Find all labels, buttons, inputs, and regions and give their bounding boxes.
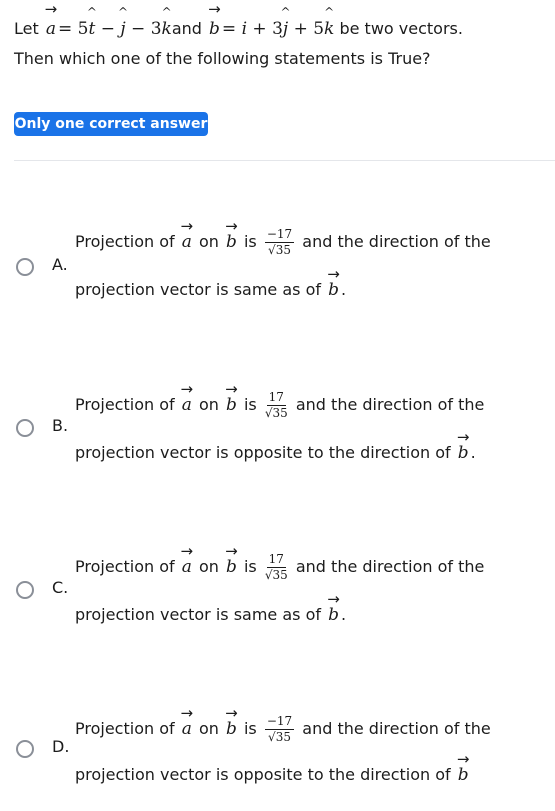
- option-c-letter: C.: [52, 578, 69, 597]
- fraction-numerator: −17: [266, 714, 293, 728]
- question-line-2: Then which one of the following statements is True?: [14, 49, 431, 68]
- vector-a: → a: [180, 557, 194, 577]
- text: projection vector is same as of: [75, 605, 321, 624]
- option-b-line-1: [75, 391, 484, 420]
- text: on: [198, 232, 219, 251]
- vector-b: → b: [326, 280, 341, 300]
- option-a-letter: A.: [52, 255, 68, 274]
- fraction: [265, 715, 294, 744]
- text: and the direction of the: [295, 395, 485, 414]
- text: Projection of: [75, 232, 175, 251]
- option-c[interactable]: [0, 543, 555, 633]
- text: and the direction of the: [302, 719, 491, 738]
- fraction-denominator: √35: [264, 568, 288, 582]
- plus-five: + 5: [288, 19, 325, 39]
- divider: [14, 160, 555, 161]
- vector-a-definition: [44, 19, 172, 39]
- text: on: [198, 719, 219, 738]
- vector-a: → a: [180, 395, 194, 415]
- text: projection vector is same as of: [75, 280, 321, 299]
- option-d-letter: D.: [52, 737, 70, 756]
- text: .: [340, 280, 347, 299]
- unit-k: ^ k: [324, 15, 334, 44]
- option-a-line-1: [75, 228, 491, 257]
- option-c-line-2: [75, 605, 346, 625]
- eq-part: =: [221, 19, 242, 39]
- minus-three: − 3: [125, 19, 162, 39]
- fraction: [265, 391, 288, 420]
- fraction-numerator: 17: [268, 552, 284, 566]
- fraction-numerator: 17: [268, 390, 284, 404]
- option-a-line-2: [75, 280, 346, 300]
- text: on: [198, 557, 219, 576]
- question-line-1: [14, 14, 544, 44]
- vector-a: → a: [180, 719, 194, 739]
- vector-b: → b: [456, 443, 471, 463]
- fraction-denominator: √35: [264, 406, 288, 420]
- text: .: [470, 443, 476, 462]
- fraction-denominator: √35: [268, 730, 291, 744]
- text: and the direction of the: [295, 557, 485, 576]
- fraction-numerator: −17: [266, 227, 293, 241]
- vector-a: → a: [180, 232, 194, 252]
- text: projection vector is opposite to the direction of: [75, 765, 451, 784]
- vector-b: → b: [224, 232, 239, 252]
- option-a[interactable]: [0, 218, 555, 308]
- question-be-two-vectors: be two vectors.: [339, 19, 463, 38]
- fraction: [265, 553, 288, 582]
- option-b[interactable]: [0, 381, 555, 471]
- fraction-denominator: √35: [268, 243, 291, 257]
- text: projection vector is opposite to the direction of: [75, 443, 451, 462]
- option-d-line-1: [75, 715, 491, 744]
- option-b-letter: B.: [52, 416, 69, 435]
- text: Projection of: [75, 719, 175, 738]
- vector-b: → b: [224, 395, 239, 415]
- vector-b: → b: [224, 557, 239, 577]
- text: and the direction of the: [302, 232, 491, 251]
- plus-three: + 3: [247, 19, 283, 39]
- question-text: [14, 14, 544, 73]
- unit-i: i: [241, 19, 248, 39]
- text: is: [243, 557, 257, 576]
- option-b-line-2: [75, 443, 476, 463]
- vector-b: → b: [224, 719, 239, 739]
- unit-j: ^ j: [120, 15, 125, 44]
- text: on: [198, 395, 219, 414]
- eq-part: = 5: [57, 19, 89, 39]
- vector-b: → b: [207, 15, 222, 44]
- text: .: [340, 605, 347, 624]
- option-a-radio[interactable]: [16, 258, 34, 276]
- vector-b: → b: [326, 605, 341, 625]
- option-c-radio[interactable]: [16, 581, 34, 599]
- unit-t: ^ t: [88, 15, 95, 44]
- unit-k: ^ k: [162, 15, 172, 44]
- answer-type-badge: Only one correct answer: [14, 112, 208, 136]
- option-d-line-2: [75, 765, 471, 785]
- option-d[interactable]: [0, 705, 555, 795]
- minus-sign: −: [95, 19, 121, 39]
- unit-j: ^ j: [283, 15, 288, 44]
- vector-a: → a: [44, 15, 58, 44]
- question-and: and: [171, 19, 202, 38]
- fraction: [265, 228, 294, 257]
- option-c-line-1: [75, 553, 484, 582]
- text: Projection of: [75, 557, 175, 576]
- vector-b-definition: [207, 19, 334, 39]
- option-b-radio[interactable]: [16, 419, 34, 437]
- text: is: [243, 719, 257, 738]
- option-d-radio[interactable]: [16, 740, 34, 758]
- text: is: [243, 232, 257, 251]
- vector-b: → b: [456, 765, 471, 785]
- text: is: [243, 395, 257, 414]
- text: Projection of: [75, 395, 175, 414]
- question-let: Let: [14, 19, 39, 38]
